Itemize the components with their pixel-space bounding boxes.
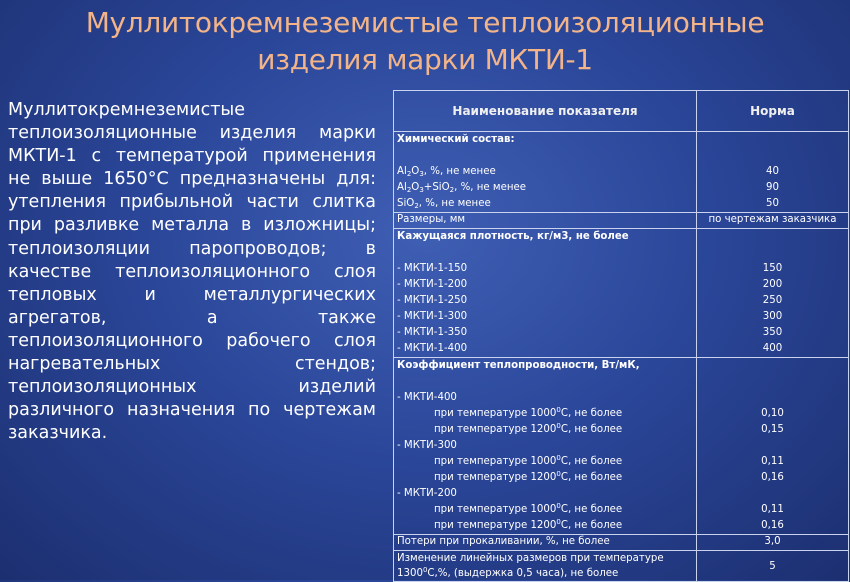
table-row-density [394,229,849,358]
density-value: 400 [762,343,783,354]
table-row-size [394,213,849,229]
density-grade: - МКТИ-1-350 [397,327,468,338]
conductivity-temp-1000: при температуре 1000$^0$С, не более [434,406,623,419]
conductivity-temp-1000: при температуре 1000$^0$С, не более [434,454,623,467]
density-value: 250 [762,295,783,306]
size-label: Размеры, мм [394,213,697,229]
slide-title [0,4,850,78]
conductivity-cell [394,358,697,535]
chemical-value: 50 [766,198,779,209]
conductivity-value: 0,16 [761,472,784,483]
chemical-cell [394,132,697,213]
description-text [8,99,376,445]
linear-change-value: 5 [697,551,849,582]
header-name: Наименование показателя [394,91,697,132]
conductivity-temp-1200: при температуре 1200$^0$С, не более [434,470,623,483]
conductivity-value: 0,15 [761,424,784,435]
table-row-chemical [394,132,849,213]
conductivity-value: 0,16 [761,520,784,531]
linear-change-line-1: Изменение линейных размеров при температуре [397,553,664,564]
density-grade: - МКТИ-1-300 [397,311,468,322]
header-norm: Норма [697,91,849,132]
chemical-al2o3-sio2: $Al_2O_3+SiO_2$, %, не менее [397,182,527,194]
table-row-conductivity [394,358,849,535]
loss-value: 3,0 [697,535,849,551]
conductivity-values [697,358,849,535]
density-title: Кажущаяся плотность, кг/м3, не более [397,231,629,242]
title-line-2: изделия марки МКТИ-1 [257,43,593,76]
conductivity-temp-1000: при температуре 1000$^0$С, не более [434,502,623,515]
linear-change-line-2: 1300$^0$С,%, (выдержка 0,5 часа), не более [397,566,619,579]
table-header-row [394,91,849,132]
density-grade: - МКТИ-1-150 [397,263,468,274]
density-cell [394,229,697,358]
conductivity-grade: - МКТИ-300 [397,440,457,451]
table-row-linear-change [394,551,849,582]
conductivity-grade: - МКТИ-200 [397,488,457,499]
conductivity-temp-1200: при температуре 1200$^0$С, не более [434,422,623,435]
conductivity-title: Коэффициент теплопроводности, Вт/мК, [397,360,640,371]
density-grade: - МКТИ-1-400 [397,343,468,354]
density-grade: - МКТИ-1-250 [397,295,468,306]
table-row-loss [394,535,849,551]
chemical-value: 40 [766,166,779,177]
chemical-sio2: SiO$_2$, %, не менее [397,198,491,210]
description-body: теплоизоляционные изделия марки МКТИ-1 с температурой применения не выше 1650°С предназначены для: утепления прибыльной части слитка при разливке металла в изложницы; теплоизоляции паропроводов; в качестве теплоизоляционного слоя тепловых и металлургических агрегатов, а также теплоизоляционного рабочего слоя нагревательных стендов; теплоизоляционных изделий различного назначения по чертежам заказчика. [8,123,376,444]
chemical-title: Химический состав: [397,134,515,145]
conductivity-temp-1200: при температуре 1200$^0$С, не более [434,518,623,531]
description-first-line: Муллитокремнеземистые [8,100,246,120]
chemical-value: 90 [766,182,779,193]
conductivity-value: 0,10 [761,408,784,419]
density-value: 200 [762,279,783,290]
density-value: 350 [762,327,783,338]
chemical-al2o3: $Al_2O_3$, %, не менее [397,166,496,178]
title-line-1: Муллитокремнеземистые теплоизоляционные [85,6,765,39]
loss-label: Потери при прокаливании, %, не более [394,535,697,551]
density-value: 150 [762,263,783,274]
size-value: по чертежам заказчика [697,213,849,229]
conductivity-value: 0,11 [761,504,784,515]
linear-change-label [394,551,697,582]
chemical-values [697,132,849,213]
density-values [697,229,849,358]
density-value: 300 [762,311,783,322]
conductivity-value: 0,11 [761,456,784,467]
properties-table [393,90,849,582]
conductivity-grade: - МКТИ-400 [397,392,457,403]
density-grade: - МКТИ-1-200 [397,279,468,290]
